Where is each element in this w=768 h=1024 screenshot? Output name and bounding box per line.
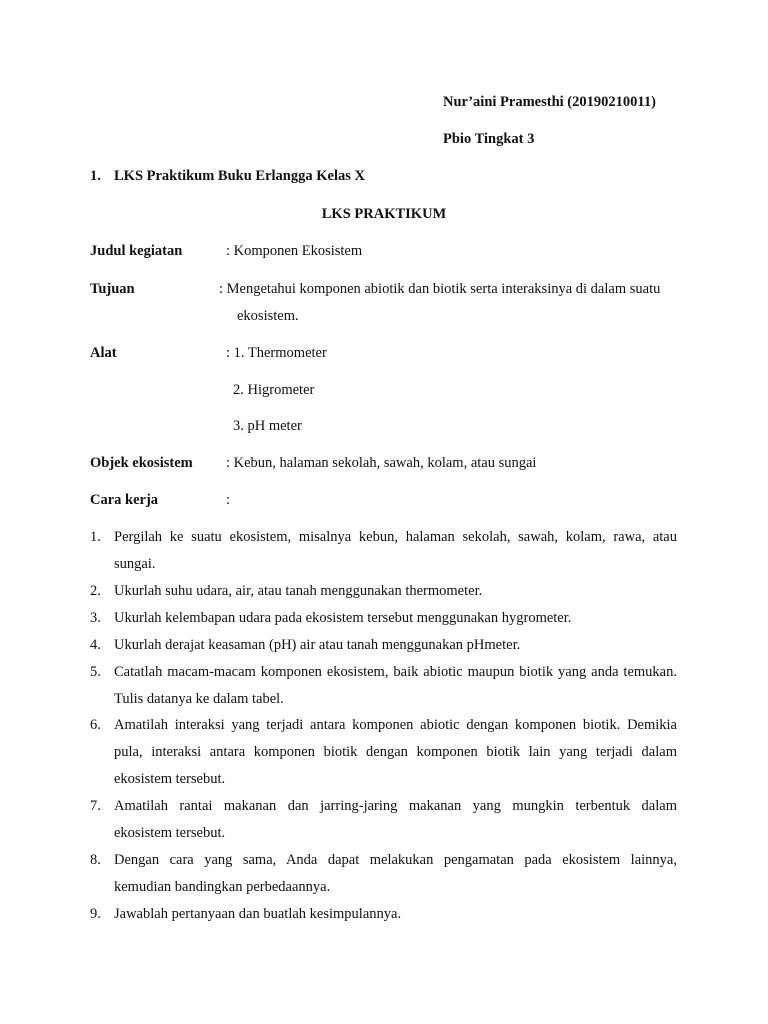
alat-item: 3. pH meter (233, 418, 302, 434)
step-text-line: Ukurlah derajat keasaman (pH) air atau tanah menggunakan pHmeter. (114, 637, 521, 653)
label-tujuan: Tujuan (90, 281, 135, 297)
value-tujuan-2: ekosistem. (237, 308, 299, 324)
value-tujuan-1: : Mengetahui komponen abiotik dan biotik serta interaksinya di dalam suatu (219, 281, 661, 297)
class-line: Pbio Tingkat 3 (443, 131, 535, 147)
label-objek: Objek ekosistem (90, 455, 193, 471)
step-text-line: Dengan cara yang sama, Anda dapat melakukan pengamatan pada ekosistem lainnya, (114, 852, 677, 868)
step-text-line: ekosistem tersebut. (114, 771, 226, 787)
step-number: 1. (90, 529, 101, 545)
label-cara-kerja: Cara kerja (90, 492, 159, 508)
step-text-line: sungai. (114, 556, 156, 572)
step-number: 3. (90, 610, 101, 626)
step-text-line: Pergilah ke suatu ekosistem, misalnya kebun, halaman sekolah, sawah, kolam, rawa, atau (114, 529, 677, 545)
step-text-line: Catatlah macam-macam komponen ekosistem, baik abiotic maupun biotik yang anda temukan. (114, 664, 677, 680)
step-text-line: Amatilah rantai makanan dan jarring-jaring makanan yang mungkin terbentuk dalam (114, 798, 677, 814)
step-number: 8. (90, 852, 101, 868)
label-alat: Alat (90, 345, 117, 361)
value-cara-kerja: : (226, 492, 231, 508)
alat-item: : 1. Thermometer (226, 345, 327, 361)
value-judul: : Komponen Ekosistem (226, 243, 363, 259)
step-number: 5. (90, 664, 101, 680)
step-text-line: Ukurlah suhu udara, air, atau tanah menggunakan thermometer. (114, 583, 483, 599)
step-number: 9. (90, 906, 101, 922)
section-number: 1. (90, 168, 101, 184)
step-number: 6. (90, 717, 101, 733)
step-text-line: Tulis datanya ke dalam tabel. (114, 691, 284, 707)
step-text-line: Amatilah interaksi yang terjadi antara komponen abiotic dengan komponen biotik. Demikia (114, 717, 677, 733)
doc-title: LKS PRAKTIKUM (321, 206, 447, 222)
step-text-line: pula, interaksi antara komponen biotik dengan komponen biotik lain yang terjadi dalam (114, 744, 677, 760)
author-line: Nur’aini Pramesthi (20190210011) (443, 94, 656, 110)
step-text-line: ekosistem tersebut. (114, 825, 226, 841)
step-number: 4. (90, 637, 101, 653)
label-judul: Judul kegiatan (90, 243, 183, 259)
value-objek: : Kebun, halaman sekolah, sawah, kolam, atau sungai (226, 455, 537, 471)
section-title: LKS Praktikum Buku Erlangga Kelas X (114, 168, 365, 184)
step-text-line: Ukurlah kelembapan udara pada ekosistem tersebut menggunakan hygrometer. (114, 610, 572, 626)
step-number: 2. (90, 583, 101, 599)
alat-item: 2. Higrometer (233, 382, 315, 398)
step-number: 7. (90, 798, 101, 814)
step-text-line: kemudian bandingkan perbedaannya. (114, 879, 331, 895)
step-text-line: Jawablah pertanyaan dan buatlah kesimpulannya. (114, 906, 402, 922)
